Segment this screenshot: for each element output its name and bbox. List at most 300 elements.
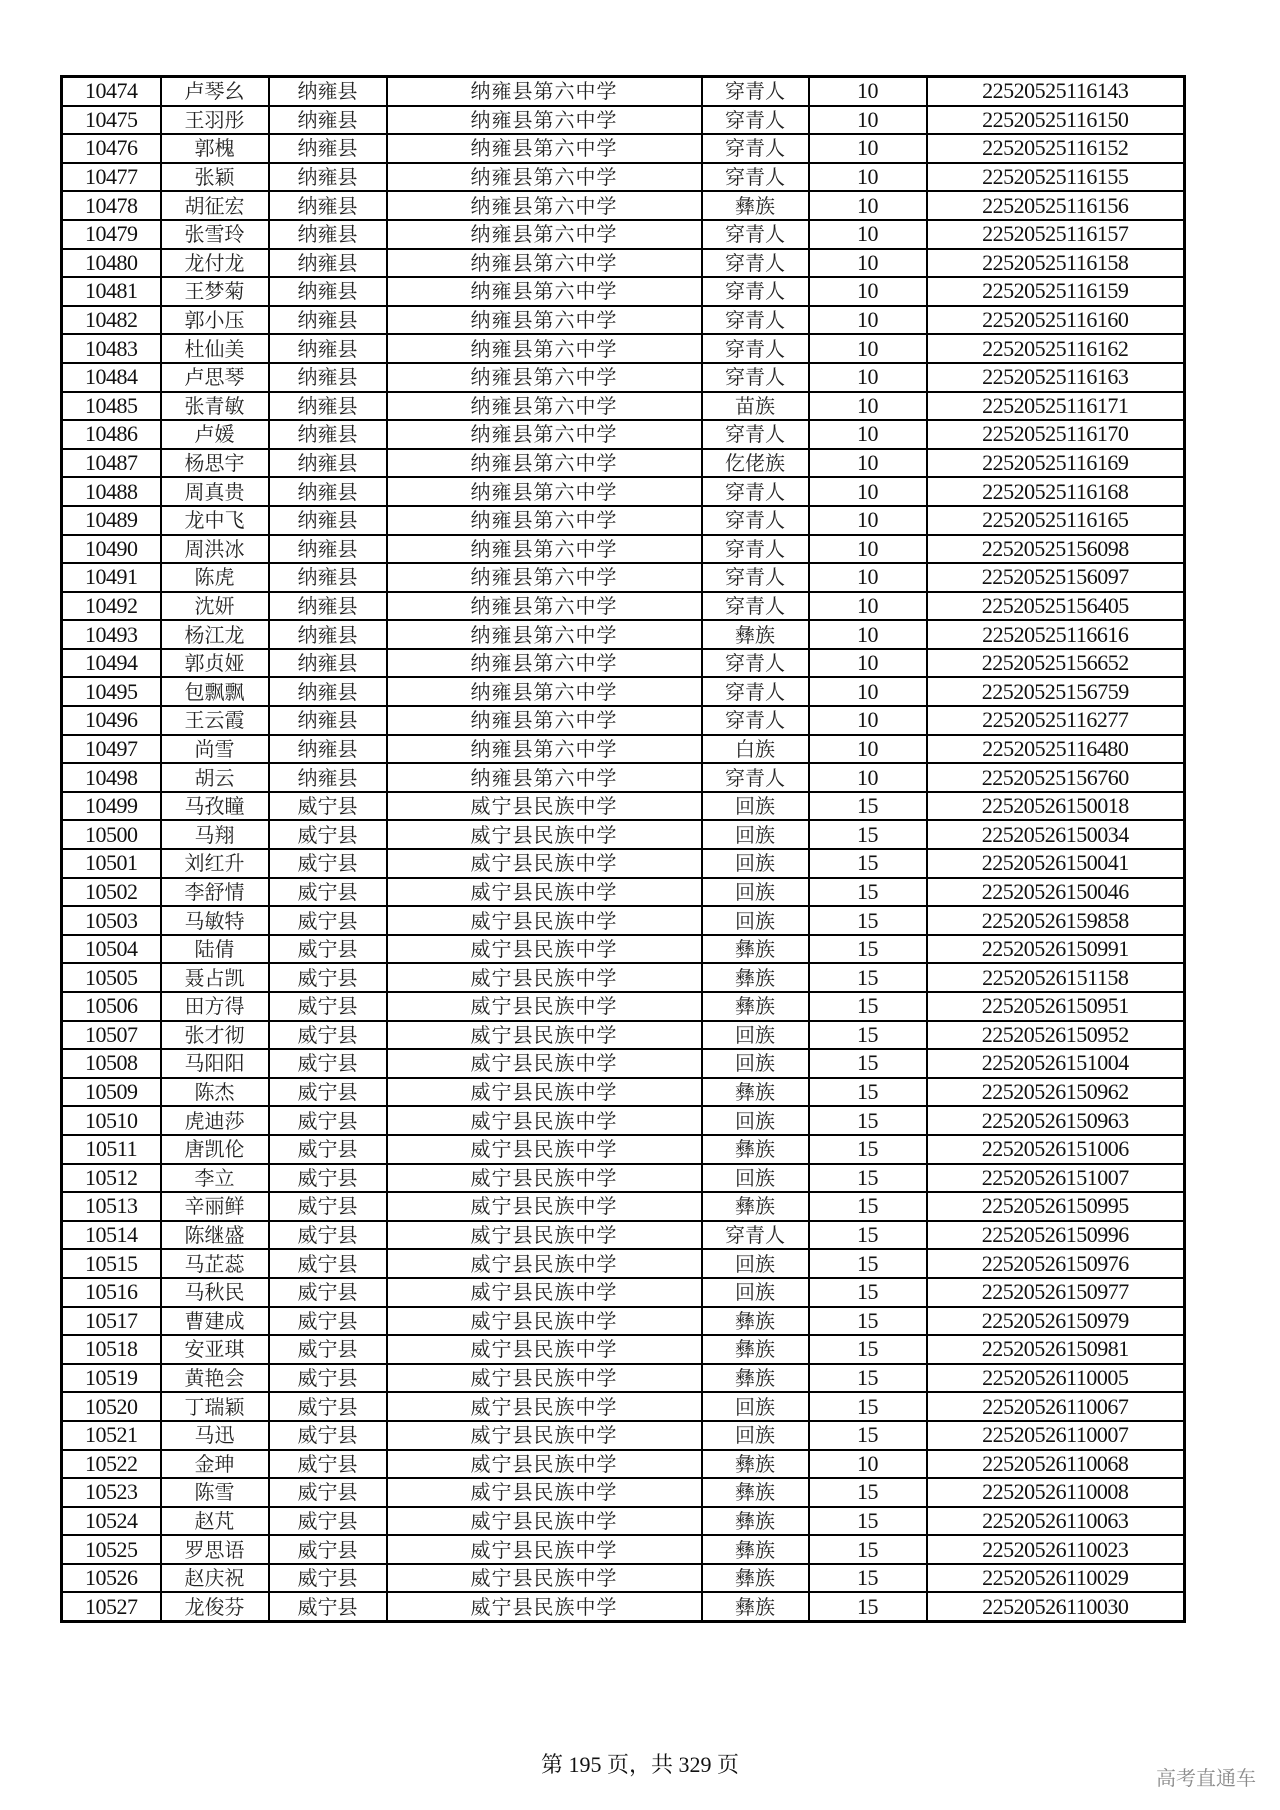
- cell-student-name: 郭槐: [161, 134, 269, 163]
- cell-bonus-points: 10: [809, 249, 927, 278]
- cell-school: 纳雍县第六中学: [387, 506, 702, 535]
- cell-school: 纳雍县第六中学: [387, 477, 702, 506]
- cell-ethnicity: 彝族: [702, 1450, 809, 1479]
- cell-exam-id: 22520525116616: [927, 620, 1185, 649]
- cell-bonus-points: 15: [809, 1307, 927, 1336]
- cell-school: 威宁县民族中学: [387, 935, 702, 964]
- cell-ethnicity: 穿青人: [702, 706, 809, 735]
- cell-bonus-points: 15: [809, 1278, 927, 1307]
- cell-bonus-points: 15: [809, 1221, 927, 1250]
- cell-ethnicity: 穿青人: [702, 334, 809, 363]
- table-row: [62, 1592, 1185, 1621]
- cell-county: 纳雍县: [269, 106, 387, 135]
- cell-serial-number: 10476: [62, 134, 161, 163]
- table-row: [62, 1135, 1185, 1164]
- cell-serial-number: 10523: [62, 1478, 161, 1507]
- cell-exam-id: 22520526151158: [927, 963, 1185, 992]
- cell-bonus-points: 10: [809, 306, 927, 335]
- cell-school: 纳雍县第六中学: [387, 649, 702, 678]
- cell-bonus-points: 10: [809, 563, 927, 592]
- cell-serial-number: 10474: [62, 77, 161, 106]
- cell-exam-id: 22520526150034: [927, 820, 1185, 849]
- cell-student-name: 卢思琴: [161, 363, 269, 392]
- cell-county: 纳雍县: [269, 535, 387, 564]
- cell-exam-id: 22520525116162: [927, 334, 1185, 363]
- cell-ethnicity: 穿青人: [702, 220, 809, 249]
- table-row: [62, 906, 1185, 935]
- cell-school: 威宁县民族中学: [387, 963, 702, 992]
- cell-exam-id: 22520525116169: [927, 449, 1185, 478]
- cell-ethnicity: 彝族: [702, 191, 809, 220]
- cell-serial-number: 10483: [62, 334, 161, 363]
- cell-school: 纳雍县第六中学: [387, 677, 702, 706]
- cell-school: 威宁县民族中学: [387, 1564, 702, 1593]
- cell-exam-id: 22520525116165: [927, 506, 1185, 535]
- table-row: [62, 935, 1185, 964]
- cell-county: 威宁县: [269, 1192, 387, 1221]
- table-row: [62, 735, 1185, 764]
- cell-ethnicity: 穿青人: [702, 763, 809, 792]
- cell-county: 威宁县: [269, 1021, 387, 1050]
- cell-exam-id: 22520525116171: [927, 392, 1185, 421]
- cell-ethnicity: 回族: [702, 1421, 809, 1450]
- cell-exam-id: 22520525116277: [927, 706, 1185, 735]
- cell-exam-id: 22520526151006: [927, 1135, 1185, 1164]
- cell-student-name: 陈杰: [161, 1078, 269, 1107]
- cell-serial-number: 10478: [62, 191, 161, 220]
- cell-student-name: 马芷蕊: [161, 1249, 269, 1278]
- cell-ethnicity: 彝族: [702, 1478, 809, 1507]
- cell-bonus-points: 15: [809, 1392, 927, 1421]
- cell-county: 纳雍县: [269, 220, 387, 249]
- cell-school: 纳雍县第六中学: [387, 420, 702, 449]
- cell-exam-id: 22520525116158: [927, 249, 1185, 278]
- cell-school: 威宁县民族中学: [387, 849, 702, 878]
- table-row: [62, 563, 1185, 592]
- cell-student-name: 王梦菊: [161, 277, 269, 306]
- cell-school: 纳雍县第六中学: [387, 392, 702, 421]
- cell-bonus-points: 10: [809, 420, 927, 449]
- table-row: [62, 706, 1185, 735]
- cell-exam-id: 22520525156759: [927, 677, 1185, 706]
- table-row: [62, 1535, 1185, 1564]
- cell-ethnicity: 回族: [702, 1106, 809, 1135]
- cell-school: 威宁县民族中学: [387, 820, 702, 849]
- cell-student-name: 陆倩: [161, 935, 269, 964]
- cell-ethnicity: 穿青人: [702, 249, 809, 278]
- cell-bonus-points: 15: [809, 1564, 927, 1593]
- table-row: [62, 1421, 1185, 1450]
- cell-ethnicity: 彝族: [702, 963, 809, 992]
- table-row: [62, 820, 1185, 849]
- cell-student-name: 卢媛: [161, 420, 269, 449]
- cell-county: 威宁县: [269, 1364, 387, 1393]
- cell-exam-id: 22520526151007: [927, 1164, 1185, 1193]
- cell-student-name: 胡云: [161, 763, 269, 792]
- table-row: [62, 1564, 1185, 1593]
- table-row: [62, 763, 1185, 792]
- cell-county: 纳雍县: [269, 306, 387, 335]
- cell-student-name: 曹建成: [161, 1307, 269, 1336]
- cell-school: 纳雍县第六中学: [387, 563, 702, 592]
- cell-county: 纳雍县: [269, 506, 387, 535]
- cell-county: 纳雍县: [269, 449, 387, 478]
- cell-serial-number: 10487: [62, 449, 161, 478]
- cell-bonus-points: 10: [809, 677, 927, 706]
- cell-exam-id: 22520525116170: [927, 420, 1185, 449]
- cell-bonus-points: 15: [809, 1535, 927, 1564]
- cell-exam-id: 22520526110030: [927, 1592, 1185, 1621]
- cell-serial-number: 10505: [62, 963, 161, 992]
- cell-exam-id: 22520526151004: [927, 1049, 1185, 1078]
- cell-serial-number: 10481: [62, 277, 161, 306]
- cell-serial-number: 10527: [62, 1592, 161, 1621]
- cell-school: 纳雍县第六中学: [387, 220, 702, 249]
- cell-ethnicity: 回族: [702, 1249, 809, 1278]
- table-row: [62, 106, 1185, 135]
- cell-student-name: 马阳阳: [161, 1049, 269, 1078]
- cell-exam-id: 22520526150995: [927, 1192, 1185, 1221]
- cell-county: 纳雍县: [269, 620, 387, 649]
- cell-county: 纳雍县: [269, 163, 387, 192]
- cell-bonus-points: 15: [809, 1335, 927, 1364]
- cell-exam-id: 22520525156098: [927, 535, 1185, 564]
- cell-ethnicity: 彝族: [702, 1364, 809, 1393]
- cell-exam-id: 22520526110008: [927, 1478, 1185, 1507]
- cell-exam-id: 22520526150963: [927, 1106, 1185, 1135]
- cell-serial-number: 10509: [62, 1078, 161, 1107]
- cell-exam-id: 22520525116168: [927, 477, 1185, 506]
- cell-ethnicity: 彝族: [702, 620, 809, 649]
- table-row: [62, 1335, 1185, 1364]
- cell-serial-number: 10518: [62, 1335, 161, 1364]
- cell-ethnicity: 回族: [702, 1021, 809, 1050]
- cell-serial-number: 10520: [62, 1392, 161, 1421]
- cell-school: 威宁县民族中学: [387, 1535, 702, 1564]
- cell-ethnicity: 穿青人: [702, 1221, 809, 1250]
- cell-ethnicity: 彝族: [702, 1192, 809, 1221]
- cell-school: 纳雍县第六中学: [387, 277, 702, 306]
- cell-student-name: 陈继盛: [161, 1221, 269, 1250]
- cell-ethnicity: 穿青人: [702, 134, 809, 163]
- cell-county: 纳雍县: [269, 420, 387, 449]
- cell-county: 威宁县: [269, 849, 387, 878]
- cell-bonus-points: 15: [809, 992, 927, 1021]
- cell-school: 纳雍县第六中学: [387, 592, 702, 621]
- cell-exam-id: 22520525156097: [927, 563, 1185, 592]
- cell-ethnicity: 穿青人: [702, 106, 809, 135]
- cell-serial-number: 10524: [62, 1507, 161, 1536]
- cell-school: 威宁县民族中学: [387, 1450, 702, 1479]
- cell-bonus-points: 10: [809, 506, 927, 535]
- cell-serial-number: 10484: [62, 363, 161, 392]
- cell-school: 威宁县民族中学: [387, 1278, 702, 1307]
- table-row: [62, 1192, 1185, 1221]
- cell-student-name: 胡征宏: [161, 191, 269, 220]
- cell-serial-number: 10475: [62, 106, 161, 135]
- cell-bonus-points: 10: [809, 1450, 927, 1479]
- cell-student-name: 陈虎: [161, 563, 269, 592]
- cell-ethnicity: 穿青人: [702, 420, 809, 449]
- cell-school: 纳雍县第六中学: [387, 735, 702, 764]
- table-row: [62, 191, 1185, 220]
- cell-county: 威宁县: [269, 1078, 387, 1107]
- cell-student-name: 陈雪: [161, 1478, 269, 1507]
- cell-county: 威宁县: [269, 1564, 387, 1593]
- table-row: [62, 334, 1185, 363]
- cell-student-name: 赵芃: [161, 1507, 269, 1536]
- cell-bonus-points: 15: [809, 1164, 927, 1193]
- cell-student-name: 李舒情: [161, 878, 269, 907]
- cell-student-name: 杨思宇: [161, 449, 269, 478]
- cell-bonus-points: 15: [809, 1249, 927, 1278]
- cell-exam-id: 22520525116152: [927, 134, 1185, 163]
- cell-student-name: 马孜瞳: [161, 792, 269, 821]
- table-row: [62, 1392, 1185, 1421]
- cell-school: 威宁县民族中学: [387, 992, 702, 1021]
- cell-exam-id: 22520525116150: [927, 106, 1185, 135]
- cell-student-name: 周洪冰: [161, 535, 269, 564]
- cell-serial-number: 10496: [62, 706, 161, 735]
- table-row: [62, 477, 1185, 506]
- cell-ethnicity: 穿青人: [702, 477, 809, 506]
- cell-county: 威宁县: [269, 1335, 387, 1364]
- table-row: [62, 392, 1185, 421]
- table-row: [62, 506, 1185, 535]
- cell-exam-id: 22520525116159: [927, 277, 1185, 306]
- cell-student-name: 尚雪: [161, 735, 269, 764]
- cell-school: 纳雍县第六中学: [387, 535, 702, 564]
- cell-bonus-points: 10: [809, 477, 927, 506]
- cell-school: 威宁县民族中学: [387, 1078, 702, 1107]
- cell-exam-id: 22520525116157: [927, 220, 1185, 249]
- cell-school: 威宁县民族中学: [387, 1364, 702, 1393]
- cell-bonus-points: 10: [809, 535, 927, 564]
- cell-student-name: 杜仙美: [161, 334, 269, 363]
- cell-county: 威宁县: [269, 878, 387, 907]
- table-row: [62, 592, 1185, 621]
- cell-student-name: 王羽彤: [161, 106, 269, 135]
- cell-county: 威宁县: [269, 1278, 387, 1307]
- table-row: [62, 1078, 1185, 1107]
- cell-serial-number: 10491: [62, 563, 161, 592]
- cell-ethnicity: 彝族: [702, 992, 809, 1021]
- cell-ethnicity: 回族: [702, 1164, 809, 1193]
- table-row: [62, 1307, 1185, 1336]
- cell-ethnicity: 回族: [702, 849, 809, 878]
- cell-serial-number: 10498: [62, 763, 161, 792]
- cell-exam-id: 22520526150977: [927, 1278, 1185, 1307]
- cell-serial-number: 10494: [62, 649, 161, 678]
- cell-bonus-points: 10: [809, 134, 927, 163]
- cell-ethnicity: 回族: [702, 1278, 809, 1307]
- cell-county: 威宁县: [269, 1535, 387, 1564]
- cell-bonus-points: 15: [809, 1106, 927, 1135]
- table-row: [62, 1478, 1185, 1507]
- table-row: [62, 878, 1185, 907]
- cell-student-name: 刘红升: [161, 849, 269, 878]
- cell-ethnicity: 彝族: [702, 1592, 809, 1621]
- table-row: [62, 677, 1185, 706]
- student-list-table: [60, 75, 1186, 1623]
- cell-bonus-points: 15: [809, 1364, 927, 1393]
- cell-exam-id: 22520525156405: [927, 592, 1185, 621]
- cell-bonus-points: 10: [809, 392, 927, 421]
- cell-student-name: 杨江龙: [161, 620, 269, 649]
- cell-exam-id: 22520525116160: [927, 306, 1185, 335]
- cell-county: 威宁县: [269, 992, 387, 1021]
- cell-bonus-points: 10: [809, 191, 927, 220]
- cell-exam-id: 22520525116143: [927, 77, 1185, 106]
- table-row: [62, 420, 1185, 449]
- cell-ethnicity: 彝族: [702, 1135, 809, 1164]
- cell-ethnicity: 彝族: [702, 1307, 809, 1336]
- table-row: [62, 134, 1185, 163]
- cell-bonus-points: 15: [809, 935, 927, 964]
- cell-ethnicity: 白族: [702, 735, 809, 764]
- cell-school: 威宁县民族中学: [387, 1192, 702, 1221]
- cell-county: 纳雍县: [269, 334, 387, 363]
- cell-bonus-points: 15: [809, 963, 927, 992]
- cell-school: 威宁县民族中学: [387, 1049, 702, 1078]
- cell-school: 纳雍县第六中学: [387, 363, 702, 392]
- cell-student-name: 龙付龙: [161, 249, 269, 278]
- cell-serial-number: 10480: [62, 249, 161, 278]
- cell-serial-number: 10521: [62, 1421, 161, 1450]
- table-row: [62, 277, 1185, 306]
- cell-school: 威宁县民族中学: [387, 1249, 702, 1278]
- cell-serial-number: 10499: [62, 792, 161, 821]
- table-row: [62, 992, 1185, 1021]
- cell-serial-number: 10519: [62, 1364, 161, 1393]
- cell-bonus-points: 10: [809, 735, 927, 764]
- cell-ethnicity: 穿青人: [702, 77, 809, 106]
- cell-ethnicity: 苗族: [702, 392, 809, 421]
- cell-bonus-points: 15: [809, 1421, 927, 1450]
- cell-student-name: 唐凯伦: [161, 1135, 269, 1164]
- cell-county: 威宁县: [269, 1221, 387, 1250]
- cell-exam-id: 22520526150018: [927, 792, 1185, 821]
- cell-county: 威宁县: [269, 820, 387, 849]
- cell-school: 威宁县民族中学: [387, 906, 702, 935]
- table-row: [62, 1164, 1185, 1193]
- watermark: 高考直通车: [1156, 1766, 1256, 1790]
- cell-serial-number: 10477: [62, 163, 161, 192]
- cell-school: 威宁县民族中学: [387, 1135, 702, 1164]
- cell-ethnicity: 穿青人: [702, 563, 809, 592]
- cell-exam-id: 22520526110007: [927, 1421, 1185, 1450]
- cell-school: 纳雍县第六中学: [387, 706, 702, 735]
- cell-student-name: 郭贞娅: [161, 649, 269, 678]
- cell-serial-number: 10485: [62, 392, 161, 421]
- cell-bonus-points: 15: [809, 1078, 927, 1107]
- cell-ethnicity: 回族: [702, 1392, 809, 1421]
- cell-county: 威宁县: [269, 1392, 387, 1421]
- cell-serial-number: 10504: [62, 935, 161, 964]
- cell-school: 威宁县民族中学: [387, 1221, 702, 1250]
- cell-county: 纳雍县: [269, 592, 387, 621]
- cell-bonus-points: 10: [809, 592, 927, 621]
- cell-student-name: 马敏特: [161, 906, 269, 935]
- table-row: [62, 1106, 1185, 1135]
- cell-county: 威宁县: [269, 1249, 387, 1278]
- cell-student-name: 张颖: [161, 163, 269, 192]
- cell-school: 纳雍县第六中学: [387, 620, 702, 649]
- cell-student-name: 龙俊芬: [161, 1592, 269, 1621]
- cell-student-name: 黄艳会: [161, 1364, 269, 1393]
- cell-serial-number: 10525: [62, 1535, 161, 1564]
- table-body: [62, 77, 1185, 1622]
- cell-exam-id: 22520526150041: [927, 849, 1185, 878]
- cell-student-name: 赵庆祝: [161, 1564, 269, 1593]
- cell-school: 威宁县民族中学: [387, 1592, 702, 1621]
- table-row: [62, 849, 1185, 878]
- cell-student-name: 李立: [161, 1164, 269, 1193]
- cell-exam-id: 22520526150952: [927, 1021, 1185, 1050]
- cell-county: 纳雍县: [269, 477, 387, 506]
- cell-serial-number: 10507: [62, 1021, 161, 1050]
- cell-bonus-points: 15: [809, 1135, 927, 1164]
- cell-student-name: 安亚琪: [161, 1335, 269, 1364]
- cell-school: 威宁县民族中学: [387, 1164, 702, 1193]
- cell-ethnicity: 穿青人: [702, 677, 809, 706]
- cell-serial-number: 10503: [62, 906, 161, 935]
- table-row: [62, 77, 1185, 106]
- cell-county: 纳雍县: [269, 677, 387, 706]
- cell-school: 纳雍县第六中学: [387, 334, 702, 363]
- cell-serial-number: 10506: [62, 992, 161, 1021]
- cell-bonus-points: 15: [809, 1507, 927, 1536]
- cell-exam-id: 22520526150996: [927, 1221, 1185, 1250]
- cell-county: 威宁县: [269, 906, 387, 935]
- cell-serial-number: 10488: [62, 477, 161, 506]
- cell-exam-id: 22520526110005: [927, 1364, 1185, 1393]
- cell-school: 威宁县民族中学: [387, 1335, 702, 1364]
- cell-county: 纳雍县: [269, 191, 387, 220]
- cell-county: 威宁县: [269, 1507, 387, 1536]
- cell-student-name: 罗思语: [161, 1535, 269, 1564]
- cell-school: 威宁县民族中学: [387, 1507, 702, 1536]
- cell-county: 威宁县: [269, 1450, 387, 1479]
- cell-bonus-points: 10: [809, 649, 927, 678]
- cell-exam-id: 22520526110029: [927, 1564, 1185, 1593]
- cell-student-name: 马翔: [161, 820, 269, 849]
- cell-exam-id: 22520526150962: [927, 1078, 1185, 1107]
- cell-bonus-points: 15: [809, 1192, 927, 1221]
- cell-bonus-points: 15: [809, 906, 927, 935]
- cell-county: 纳雍县: [269, 277, 387, 306]
- cell-ethnicity: 穿青人: [702, 506, 809, 535]
- cell-county: 纳雍县: [269, 392, 387, 421]
- cell-serial-number: 10516: [62, 1278, 161, 1307]
- cell-county: 纳雍县: [269, 563, 387, 592]
- cell-student-name: 辛丽鲜: [161, 1192, 269, 1221]
- cell-serial-number: 10497: [62, 735, 161, 764]
- table-row: [62, 306, 1185, 335]
- cell-student-name: 金珅: [161, 1450, 269, 1479]
- cell-ethnicity: 穿青人: [702, 592, 809, 621]
- cell-county: 纳雍县: [269, 249, 387, 278]
- cell-serial-number: 10513: [62, 1192, 161, 1221]
- cell-school: 威宁县民族中学: [387, 1478, 702, 1507]
- cell-exam-id: 22520525116480: [927, 735, 1185, 764]
- cell-bonus-points: 15: [809, 792, 927, 821]
- cell-county: 威宁县: [269, 1592, 387, 1621]
- table-row: [62, 1221, 1185, 1250]
- cell-ethnicity: 彝族: [702, 935, 809, 964]
- cell-ethnicity: 穿青人: [702, 306, 809, 335]
- cell-exam-id: 22520526150976: [927, 1249, 1185, 1278]
